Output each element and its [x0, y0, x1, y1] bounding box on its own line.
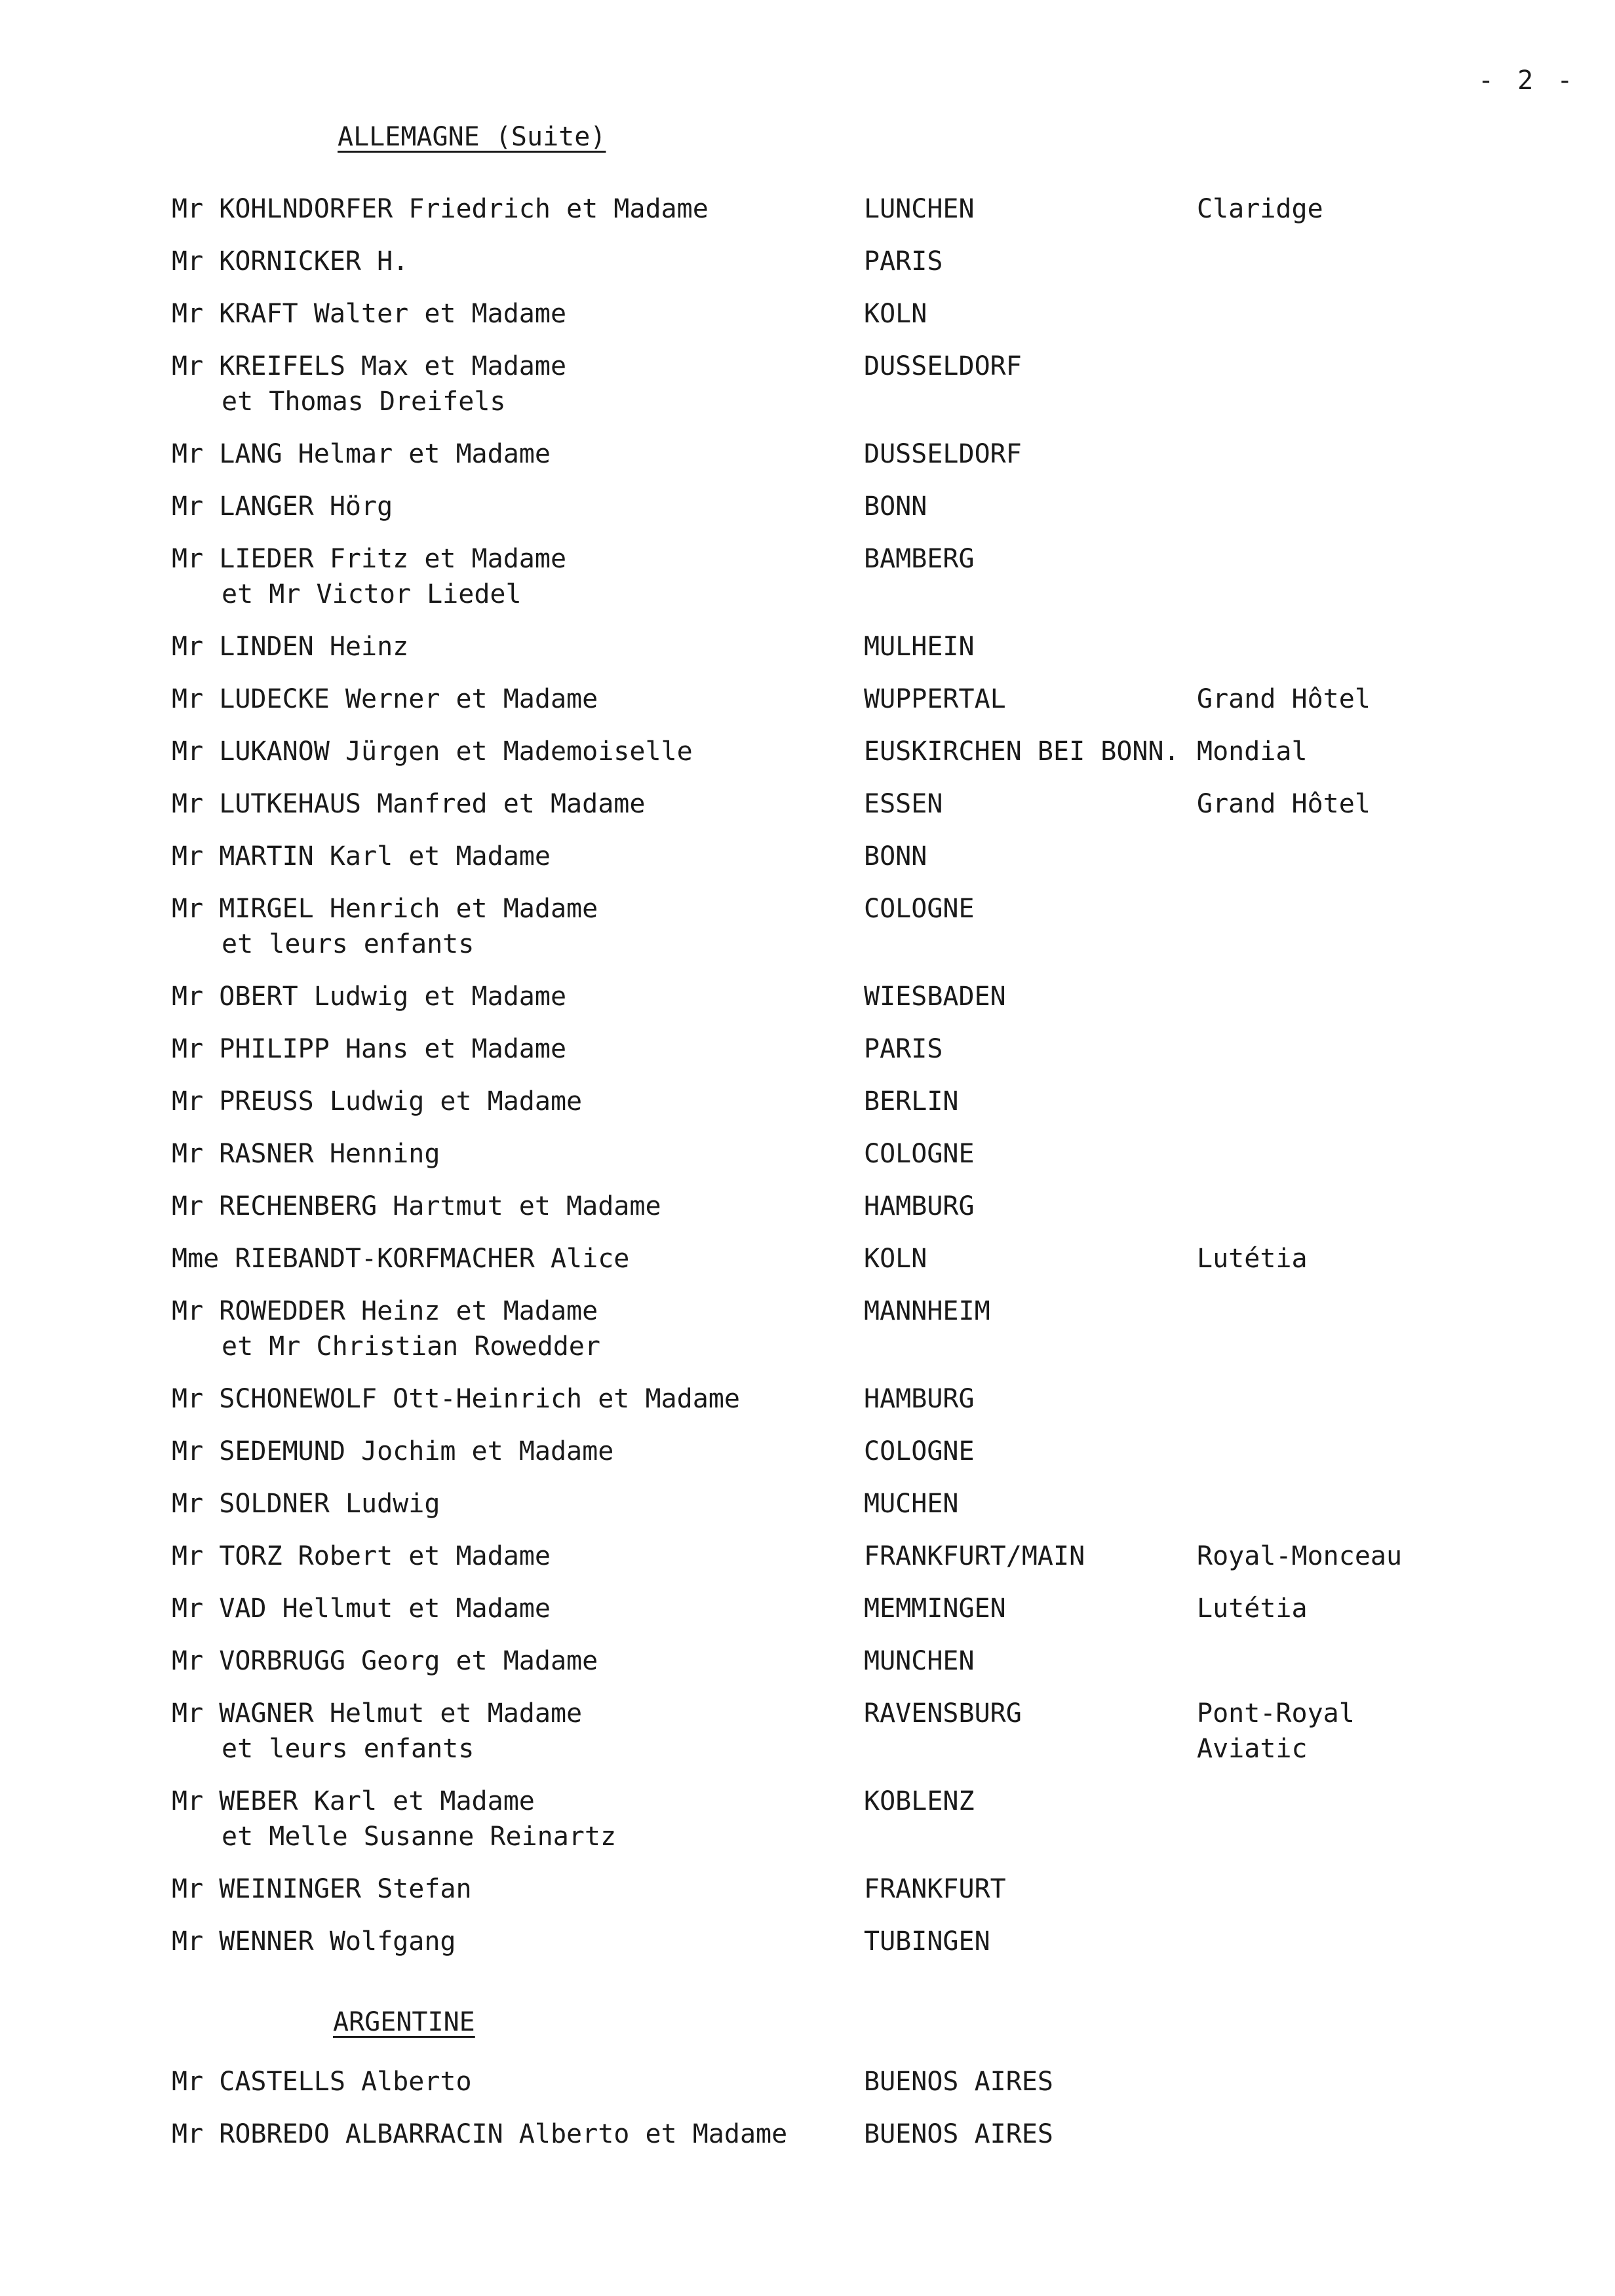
- guest-name: [172, 1241, 840, 1276]
- guest-city: BONN: [864, 491, 927, 522]
- guest-name: [172, 1871, 840, 1907]
- guest-name-line: Mr WEBER Karl et Madame: [172, 1786, 535, 1816]
- guest-city: COLOGNE: [864, 894, 975, 924]
- guest-name: [172, 734, 840, 769]
- guest-name-line: Mr VORBRUGG Georg et Madame: [172, 1646, 598, 1676]
- guest-name-line: Mr LINDEN Heinz: [172, 632, 409, 662]
- guest-name-line: Mr LANGER Hörg: [172, 491, 393, 522]
- hotel-line-2: Aviatic: [1197, 1734, 1308, 1764]
- section-heading-argentine: ARGENTINE: [333, 2007, 475, 2037]
- guest-name: [172, 296, 840, 332]
- guest-name: [172, 436, 840, 472]
- guest-name-line: Mr KOHLNDORFER Friedrich et Madame: [172, 194, 709, 224]
- guest-name-continuation: et Mr Christian Rowedder: [222, 1331, 600, 1362]
- guest-name: [172, 1643, 840, 1679]
- page-number: - 2 -: [1478, 66, 1577, 96]
- guest-city: WIESBADEN: [864, 982, 1006, 1012]
- guest-name-line: Mr CASTELLS Alberto: [172, 2067, 472, 2097]
- guest-name: [172, 1784, 840, 1854]
- guest-city: FRANKFURT: [864, 1874, 1006, 1904]
- hotel-line: Grand Hôtel: [1197, 789, 1371, 819]
- guest-city: HAMBURG: [864, 1191, 975, 1221]
- guest-name: [172, 1293, 840, 1364]
- guest-city: MUNCHEN: [864, 1646, 975, 1676]
- guest-name: [172, 1381, 840, 1417]
- guest-city: BUENOS AIRES: [864, 2119, 1053, 2149]
- guest-city: WUPPERTAL: [864, 684, 1006, 714]
- guest-name-continuation: et leurs enfants: [222, 1734, 475, 1764]
- guest-name-line: Mr VAD Hellmut et Madame: [172, 1594, 551, 1624]
- guest-hotel: [1197, 1539, 1402, 1574]
- guest-name-line: Mr MARTIN Karl et Madame: [172, 841, 551, 871]
- guest-name: [172, 891, 840, 962]
- guest-city: KOLN: [864, 299, 927, 329]
- guest-name: [172, 1486, 840, 1521]
- hotel-line: Lutétia: [1197, 1244, 1308, 1274]
- hotel-line: Pont-Royal: [1197, 1698, 1355, 1729]
- guest-city: COLOGNE: [864, 1139, 975, 1169]
- guest-hotel: [1197, 1241, 1308, 1276]
- guest-hotel: [1197, 734, 1308, 769]
- guest-city: KOBLENZ: [864, 1786, 975, 1816]
- guest-name: [172, 979, 840, 1014]
- guest-name-line: Mr LUDECKE Werner et Madame: [172, 684, 598, 714]
- guest-name: [172, 1591, 840, 1626]
- guest-name: [172, 1084, 840, 1119]
- hotel-line: Grand Hôtel: [1197, 684, 1371, 714]
- guest-name-continuation: et Melle Susanne Reinartz: [222, 1822, 617, 1852]
- guest-name-line: Mr ROBREDO ALBARRACIN Alberto et Madame: [172, 2119, 788, 2149]
- guest-city: HAMBURG: [864, 1384, 975, 1414]
- guest-name: [172, 1696, 840, 1767]
- guest-name: [172, 839, 840, 874]
- guest-name-line: Mr LIEDER Fritz et Madame: [172, 544, 567, 574]
- guest-city: RAVENSBURG: [864, 1698, 1022, 1729]
- guest-name-line: Mr ROWEDDER Heinz et Madame: [172, 1296, 598, 1326]
- guest-name-line: Mr SEDEMUND Jochim et Madame: [172, 1436, 614, 1466]
- guest-name-continuation: et Thomas Dreifels: [222, 387, 506, 417]
- hotel-line: Royal-Monceau: [1197, 1541, 1403, 1571]
- guest-city: ESSEN: [864, 789, 943, 819]
- guest-name-line: Mr TORZ Robert et Madame: [172, 1541, 551, 1571]
- guest-name: [172, 349, 840, 419]
- guest-name: [172, 681, 840, 717]
- hotel-line: Lutétia: [1197, 1594, 1308, 1624]
- guest-name: [172, 2064, 840, 2099]
- guest-hotel: [1197, 786, 1371, 822]
- guest-hotel: [1197, 191, 1323, 227]
- hotel-line: Claridge: [1197, 194, 1323, 224]
- guest-name: [172, 1136, 840, 1172]
- guest-name-line: Mr LUKANOW Jürgen et Mademoiselle: [172, 737, 693, 767]
- guest-name-line: Mr KRAFT Walter et Madame: [172, 299, 567, 329]
- hotel-line: Mondial: [1197, 737, 1308, 767]
- guest-city: PARIS: [864, 246, 943, 277]
- section-heading-allemagne: ALLEMAGNE (Suite): [338, 122, 606, 152]
- guest-name-line: Mr RECHENBERG Hartmut et Madame: [172, 1191, 661, 1221]
- guest-name-line: Mr SCHONEWOLF Ott-Heinrich et Madame: [172, 1384, 740, 1414]
- guest-name-line: Mme RIEBANDT-KORFMACHER Alice: [172, 1244, 630, 1274]
- guest-hotel: [1197, 1591, 1308, 1626]
- guest-name: [172, 1924, 840, 1959]
- guest-name-line: Mr WENNER Wolfgang: [172, 1926, 456, 1957]
- guest-hotel: [1197, 1696, 1355, 1767]
- guest-name: [172, 1189, 840, 1224]
- guest-city: KOLN: [864, 1244, 927, 1274]
- guest-name: [172, 489, 840, 524]
- guest-city: BONN: [864, 841, 927, 871]
- guest-name: [172, 786, 840, 822]
- guest-name: [172, 629, 840, 664]
- guest-city: COLOGNE: [864, 1436, 975, 1466]
- guest-name-line: Mr WEININGER Stefan: [172, 1874, 472, 1904]
- guest-name: [172, 1539, 840, 1574]
- guest-city: LUNCHEN: [864, 194, 975, 224]
- guest-name: [172, 1434, 840, 1469]
- guest-city: MANNHEIM: [864, 1296, 990, 1326]
- guest-name-line: Mr OBERT Ludwig et Madame: [172, 982, 567, 1012]
- guest-name-line: Mr PHILIPP Hans et Madame: [172, 1034, 567, 1064]
- guest-name-line: Mr RASNER Henning: [172, 1139, 440, 1169]
- guest-name-line: Mr KREIFELS Max et Madame: [172, 351, 567, 381]
- guest-hotel: [1197, 681, 1371, 717]
- guest-name: [172, 541, 840, 612]
- guest-city: FRANKFURT/MAIN: [864, 1541, 1085, 1571]
- guest-city: BERLIN: [864, 1086, 959, 1117]
- guest-name-line: Mr LUTKEHAUS Manfred et Madame: [172, 789, 646, 819]
- guest-city: BUENOS AIRES: [864, 2067, 1053, 2097]
- guest-name: [172, 244, 840, 279]
- guest-name-line: Mr LANG Helmar et Madame: [172, 439, 551, 469]
- guest-name: [172, 1031, 840, 1067]
- guest-name: [172, 191, 840, 227]
- guest-name-continuation: et Mr Victor Liedel: [222, 579, 522, 609]
- guest-city: PARIS: [864, 1034, 943, 1064]
- guest-city: DUSSELDORF: [864, 439, 1022, 469]
- guest-name-line: Mr KORNICKER H.: [172, 246, 409, 277]
- guest-name-line: Mr PREUSS Ludwig et Madame: [172, 1086, 583, 1117]
- guest-name-line: Mr WAGNER Helmut et Madame: [172, 1698, 583, 1729]
- guest-city: EUSKIRCHEN BEI BONN.: [864, 737, 1180, 767]
- guest-name-line: Mr SOLDNER Ludwig: [172, 1489, 440, 1519]
- guest-city: BAMBERG: [864, 544, 975, 574]
- guest-city: DUSSELDORF: [864, 351, 1022, 381]
- guest-name-continuation: et leurs enfants: [222, 929, 475, 959]
- guest-city: MULHEIN: [864, 632, 975, 662]
- guest-city: MEMMINGEN: [864, 1594, 1006, 1624]
- guest-name: [172, 2116, 840, 2152]
- guest-city: MUCHEN: [864, 1489, 959, 1519]
- guest-name-line: Mr MIRGEL Henrich et Madame: [172, 894, 598, 924]
- guest-city: TUBINGEN: [864, 1926, 990, 1957]
